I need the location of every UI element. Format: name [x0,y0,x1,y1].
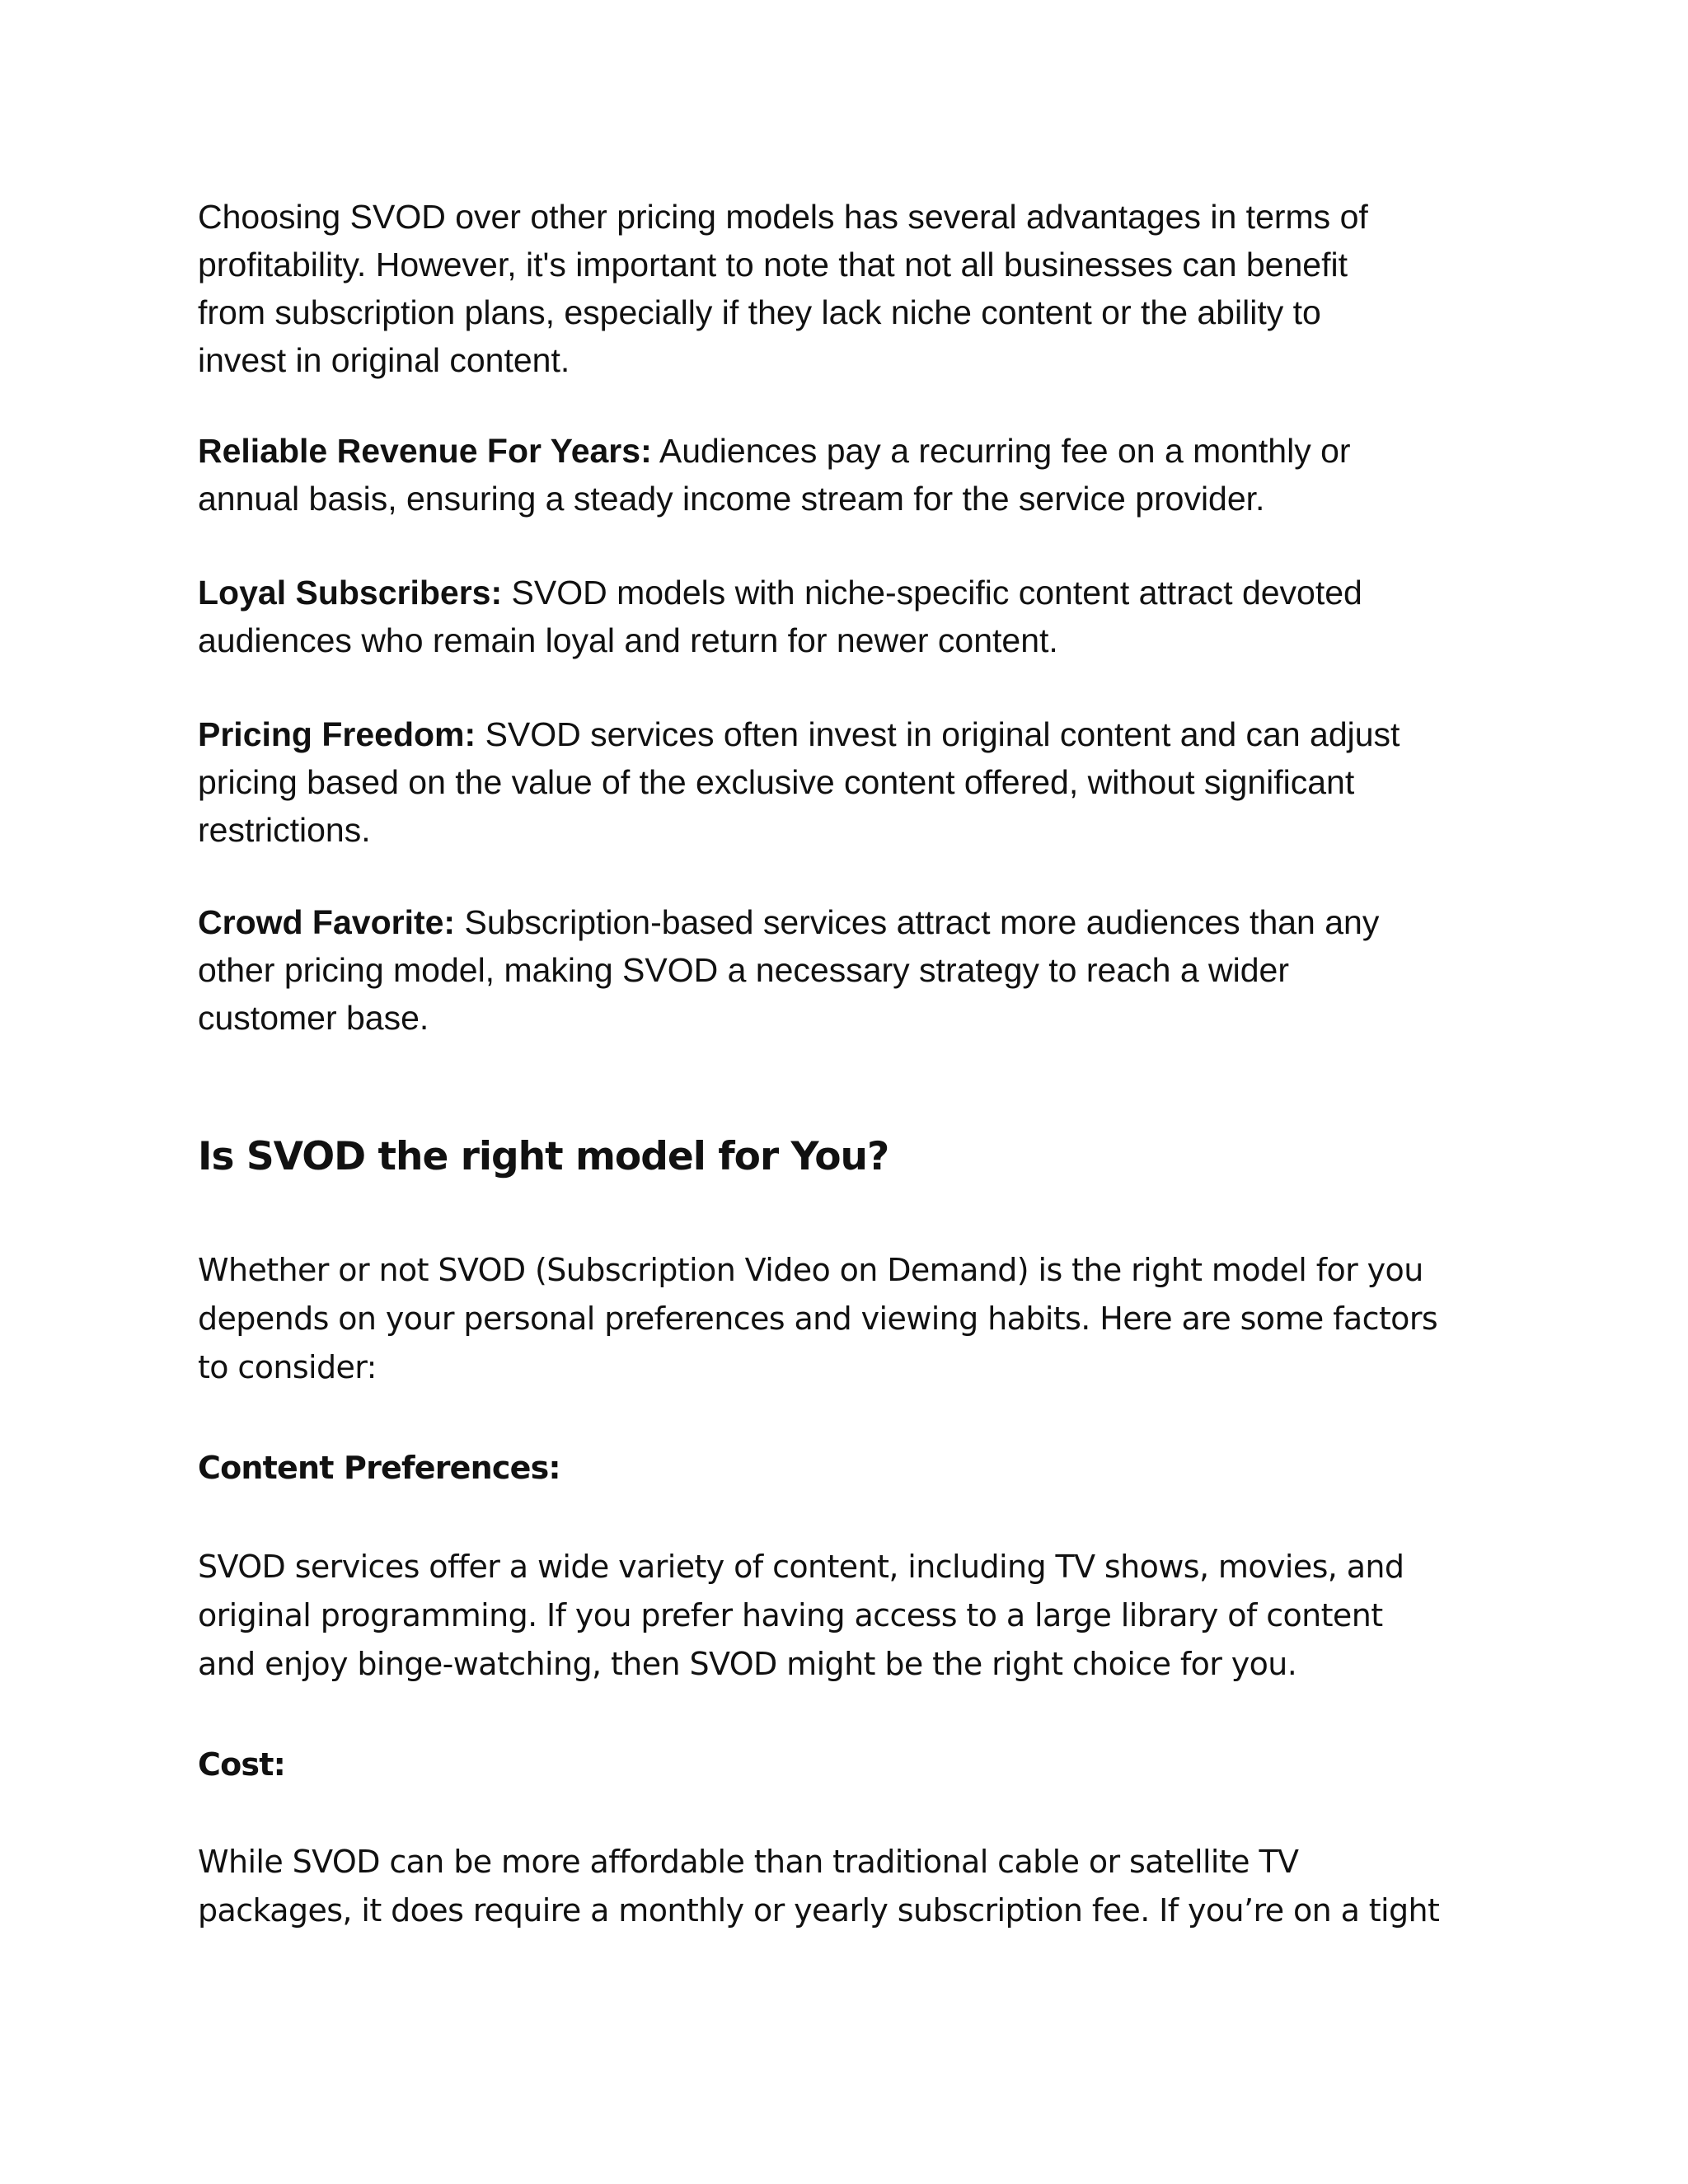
advantage-title: Reliable Revenue For Years: [198,432,652,470]
intro-paragraph: Choosing SVOD over other pricing models has several advantages in terms of profitability. However, it's important to note that not all businesses can benefit from subscription plans, especially if they lack niche content or the ability to invest in original content. [198,198,1368,379]
advantage-title: Pricing Freedom: [198,715,476,753]
advantage-title: Crowd Favorite: [198,903,456,941]
advantage-text: Audiences pay a recurring fee on a monthly or annual basis, ensuring a steady income stream for the service provider. [198,432,1351,518]
factor-heading-content-preferences: Content Preferences: [198,1450,560,1486]
advantage-title: Loyal Subscribers: [198,574,503,612]
advantage-text: SVOD models with niche-specific content attract devoted audiences who remain loyal and return for newer content. [198,574,1362,659]
advantage-text: Subscription-based services attract more audiences than any other pricing model, making SVOD a necessary strategy to reach a wider customer base. [198,903,1380,1037]
advantage-crowd-favorite [198,898,1517,1042]
advantage-pricing-freedom [198,710,1517,854]
advantage-loyal-subscribers [198,569,1517,664]
section-intro-paragraph: Whether or not SVOD (Subscription Video on Demand) is the right model for you depends on your personal preferences and viewing habits. Here are some factors to consider: [198,1252,1438,1385]
factor-heading-cost: Cost: [198,1746,285,1783]
factor-text-content-preferences: SVOD services offer a wide variety of content, including TV shows, movies, and original programming. If you prefer having access to a large library of content and enjoy binge-watching, then SVOD might be the right choice for you. [198,1549,1404,1682]
section-heading: Is SVOD the right model for You? [198,1134,889,1179]
advantage-text: SVOD services often invest in original content and can adjust pricing based on the value of the exclusive content offered, without significant restrictions. [198,715,1400,849]
advantage-reliable-revenue [198,427,1517,523]
factor-text-cost: While SVOD can be more affordable than traditional cable or satellite TV packages, it does require a monthly or yearly subscription fee. If you’re on a tight [198,1844,1440,1929]
